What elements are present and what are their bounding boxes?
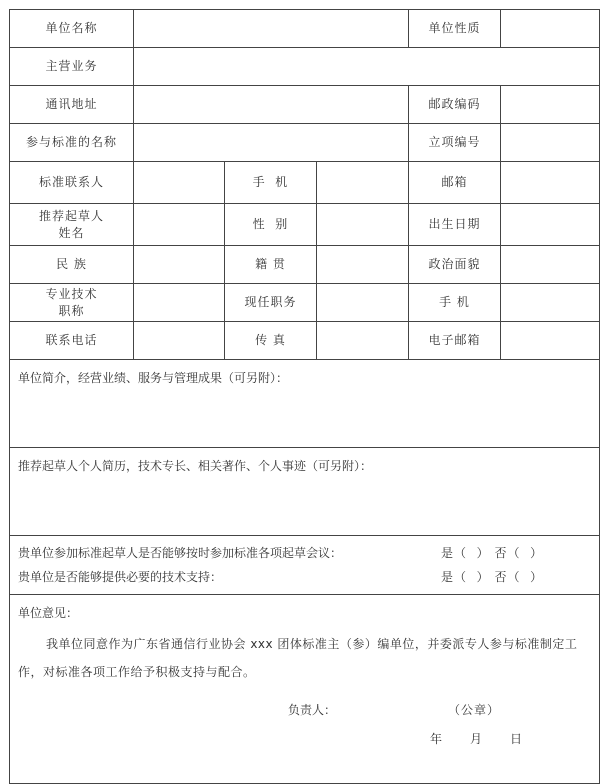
- question-meeting: [18, 541, 591, 565]
- label-drafter-name: 推荐起草人姓名: [10, 204, 134, 246]
- label-mobile-2: 手 机: [409, 284, 501, 322]
- responsible-label: 负责人：: [288, 702, 337, 717]
- label-gender: 性 别: [225, 204, 317, 246]
- label-fax: 传 真: [225, 322, 317, 360]
- field-standard-name[interactable]: [134, 124, 409, 162]
- field-mobile[interactable]: [317, 162, 409, 204]
- label-professional-title: 专业技术职称: [10, 284, 134, 322]
- unit-intro-area[interactable]: [10, 360, 600, 448]
- label-standard-name: 参与标准的名称: [10, 124, 134, 162]
- form-table: [9, 9, 600, 784]
- label-phone: 联系电话: [10, 322, 134, 360]
- unit-intro-label: 单位简介，经营业绩、服务与管理成果（可另附）：: [18, 371, 289, 385]
- label-political-status: 政治面貌: [409, 246, 501, 284]
- questions-block: [10, 536, 600, 595]
- field-project-no[interactable]: [501, 124, 600, 162]
- year-label: 年: [430, 731, 443, 746]
- seal-label: （公章）: [448, 702, 501, 717]
- field-fax[interactable]: [317, 322, 409, 360]
- field-phone[interactable]: [134, 322, 225, 360]
- question-tech-text: 贵单位是否能够提供必要的技术支持：: [18, 569, 223, 584]
- field-postcode[interactable]: [501, 86, 600, 124]
- label-main-business: 主营业务: [10, 48, 134, 86]
- field-birth-date[interactable]: [501, 204, 600, 246]
- opinion-title: 单位意见：: [18, 606, 79, 620]
- answer-meeting[interactable]: 是（ ） 否（ ）: [441, 545, 544, 560]
- field-unit-name[interactable]: [134, 10, 409, 48]
- drafter-resume-area[interactable]: [10, 448, 600, 536]
- field-ethnicity[interactable]: [134, 246, 225, 284]
- field-unit-nature[interactable]: [501, 10, 600, 48]
- question-meeting-text: 贵单位参加标准起草人是否能够按时参加标准各项起草会议：: [18, 545, 343, 560]
- field-professional-title[interactable]: [134, 284, 225, 322]
- label-email-2: 电子邮箱: [409, 322, 501, 360]
- label-unit-name: 单位名称: [10, 10, 134, 48]
- label-project-no: 立项编号: [409, 124, 501, 162]
- unit-opinion-block: [10, 595, 600, 784]
- date-line: [18, 724, 591, 754]
- label-postcode: 邮政编码: [409, 86, 501, 124]
- application-form: [9, 9, 599, 746]
- month-label: 月: [470, 731, 483, 746]
- day-label: 日: [510, 731, 523, 746]
- field-gender[interactable]: [317, 204, 409, 246]
- field-email[interactable]: [501, 162, 600, 204]
- signature-line: [18, 696, 591, 724]
- label-current-post: 现任职务: [225, 284, 317, 322]
- field-address[interactable]: [134, 86, 409, 124]
- field-political-status[interactable]: [501, 246, 600, 284]
- question-tech: [18, 565, 591, 589]
- field-email-2[interactable]: [501, 322, 600, 360]
- field-main-business[interactable]: [134, 48, 600, 86]
- field-current-post[interactable]: [317, 284, 409, 322]
- label-birth-date: 出生日期: [409, 204, 501, 246]
- label-email: 邮箱: [409, 162, 501, 204]
- field-contact-person[interactable]: [134, 162, 225, 204]
- label-unit-nature: 单位性质: [409, 10, 501, 48]
- label-mobile: 手 机: [225, 162, 317, 204]
- field-native-place[interactable]: [317, 246, 409, 284]
- field-drafter-name[interactable]: [134, 204, 225, 246]
- label-contact-person: 标准联系人: [10, 162, 134, 204]
- opinion-text: 我单位同意作为广东省通信行业协会 xxx 团体标准主（参）编单位，并委派专人参与标准制定工作，对标准各项工作给予积极支持与配合。: [18, 637, 578, 679]
- label-address: 通讯地址: [10, 86, 134, 124]
- label-native-place: 籍 贯: [225, 246, 317, 284]
- field-mobile-2[interactable]: [501, 284, 600, 322]
- answer-tech[interactable]: 是（ ） 否（ ）: [441, 569, 544, 584]
- drafter-resume-label: 推荐起草人个人简历，技术专长、相关著作、个人事迹（可另附）：: [18, 459, 373, 473]
- label-ethnicity: 民 族: [10, 246, 134, 284]
